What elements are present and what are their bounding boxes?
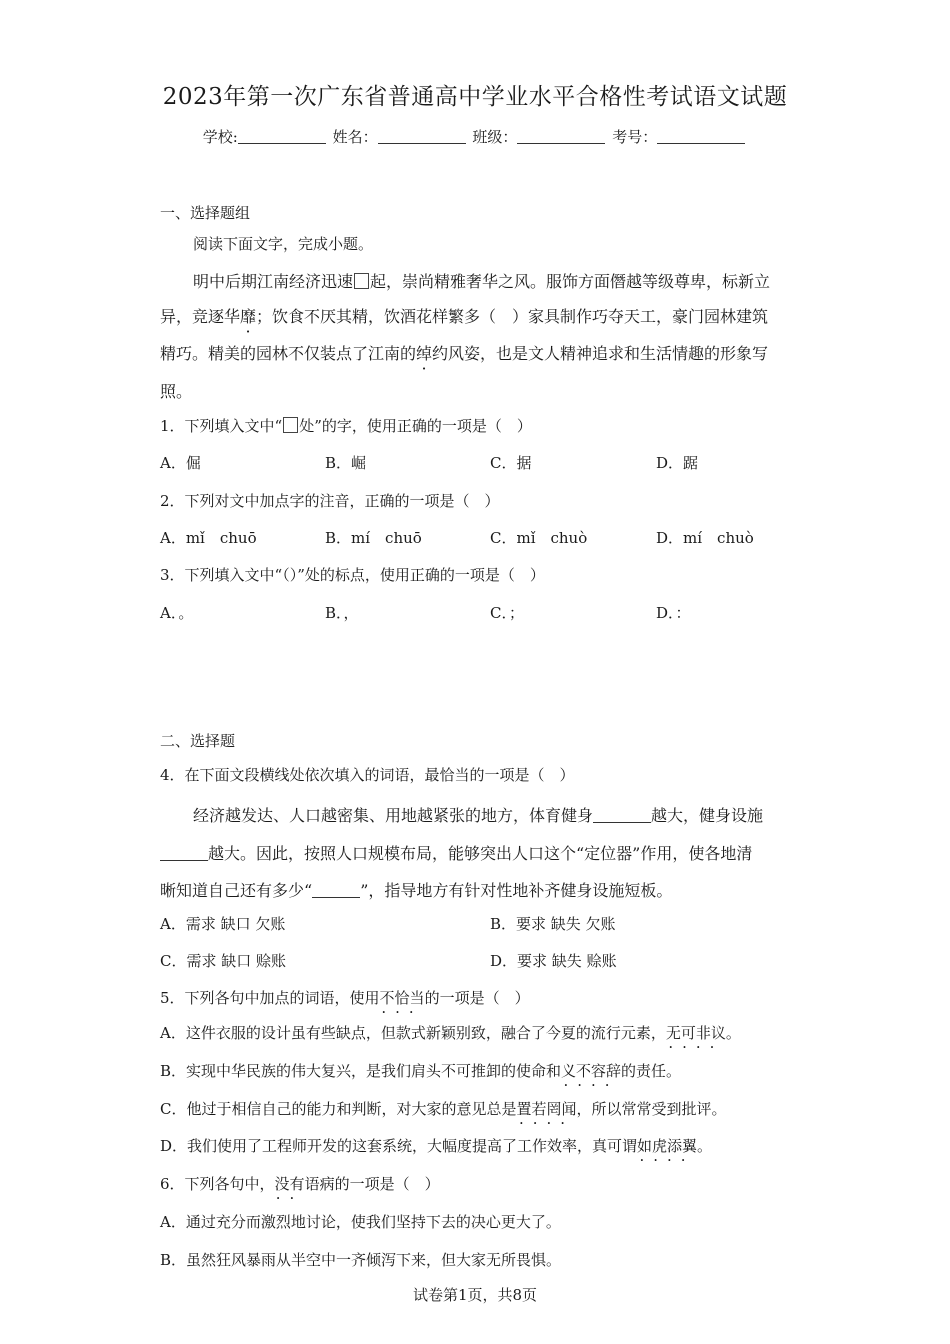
dotted-words: 置若罔闻 ···· [516,1100,577,1132]
passage-text: 经济越发达、人口越密集、用地越紧张的地方，体育健身 [193,806,594,825]
question-1 [160,415,532,436]
passage-line-3 [160,341,768,364]
name-field[interactable] [378,129,466,144]
class-label: 班级： [472,128,518,146]
dotted-text: 如虎添翼 [637,1137,698,1155]
q6-option-a[interactable]: A．通过充分而激烈地讨论，使我们坚持下去的决心更大了。 [160,1213,561,1231]
dotted-words: 如虎添翼 ···· [637,1137,698,1169]
question-5 [160,987,530,1021]
passage-text: 晰知道自己还有多少“ [160,881,313,900]
school-label: 学校: [202,128,238,146]
q5-option-b[interactable] [160,1060,682,1094]
q3-option-b[interactable]: B．， [325,604,359,622]
option-text: 。 [697,1137,713,1155]
q1-option-c[interactable]: C．据 [490,454,532,472]
passage-text: 精巧。精美的园林不仅装点了江南的 [160,344,417,363]
dotted-words: 不恰当 ··· [379,989,425,1021]
q2-option-d[interactable]: D．mí chuò [656,529,754,547]
passage-text: 明中后期江南经济迅速 [193,272,354,291]
blank-line [593,808,651,823]
option-text: D．我们使用了工程师开发的这套系统，大幅度提高了工作效率，真可谓 [160,1137,638,1155]
q5-option-c[interactable] [160,1098,727,1132]
dotted-char: 绰 [416,344,433,363]
class-field[interactable] [517,129,605,144]
question-text: 语病的一项是（ ） [304,1175,440,1193]
section1-heading: 一、选择题组 [160,204,251,222]
number-field[interactable] [657,129,745,144]
q4-passage-line-2 [160,841,752,864]
q1-option-a[interactable]: A．倔 [160,454,201,472]
dotted-text: 不恰当 [379,989,425,1007]
name-label: 姓名： [332,128,378,146]
question-2: 2．下列对文中加点字的注音，正确的一项是（ ） [160,492,500,510]
q2-option-c[interactable]: C．mǐ chuò [490,529,588,547]
passage-line-1 [193,269,770,292]
q1-option-d[interactable]: D．踞 [656,454,699,472]
exam-title: 2023年第一次广东省普通高中学业水平合格性考试语文试题 [162,84,788,110]
question-text: 5．下列各句中加点的词语，使用 [160,989,380,1007]
student-info-row [0,126,950,147]
dotted-words: 没有 ·· [274,1175,305,1207]
q4-option-b[interactable]: B．要求 缺失 欠账 [490,915,616,933]
section1-intro: 阅读下面文字，完成小题。 [193,235,374,253]
q4-option-c[interactable]: C．需求 缺口 赊账 [160,952,287,970]
q3-option-d[interactable]: D．： [656,604,691,622]
blank-line [160,846,208,861]
q6-option-b[interactable]: B．虽然狂风暴雨从半空中一齐倾泻下来，但大家无所畏惧。 [160,1251,562,1269]
question-3: 3．下列填入文中“（）”处的标点，使用正确的一项是（ ） [160,566,545,584]
option-text: ，所以常常受到批评。 [576,1100,727,1118]
q4-passage-line-1 [193,803,763,826]
dotted-text: 无可非议 [665,1024,726,1042]
q4-option-a[interactable]: A．需求 缺口 欠账 [160,915,286,933]
q1-option-b[interactable]: B．崛 [325,454,367,472]
page-footer: 试卷第1页，共8页 [412,1286,538,1304]
passage-text: 越大。因此，按照人口规模布局，能够突出人口这个“定位器”作用，使各地清 [208,844,753,863]
section2-heading: 二、选择题 [160,732,236,750]
question-text: 的一项是（ ） [424,989,530,1007]
dotted-text: 置若罔闻 [516,1100,577,1118]
passage-line-4: 照。 [160,382,193,401]
passage-text: 约风姿，也是文人精神追求和生活情趣的形象写 [432,344,769,363]
q4-passage-line-3 [160,878,672,901]
dotted-text: 没有 [274,1175,305,1193]
passage-line-2 [160,304,768,327]
question-text: 1．下列填入文中“ [160,417,283,435]
dotted-words: 无可非议 ···· [665,1024,726,1056]
passage-text: 异，竞逐华 [160,307,241,326]
question-6 [160,1173,440,1207]
q3-option-c[interactable]: C．； [490,604,524,622]
option-text: C．他过于相信自己的能力和判断，对大家的意见总是 [160,1100,517,1118]
question-text: 6．下列各句中， [160,1175,275,1193]
passage-text: 越大，健身设施 [651,806,764,825]
option-text: 的责任。 [621,1062,682,1080]
q3-option-a[interactable]: A．。 [160,604,194,622]
dotted-words: 义不容辞 ···· [561,1062,622,1094]
option-text: 。 [725,1024,741,1042]
school-field[interactable] [238,129,326,144]
question-4: 4．在下面文段横线处依次填入的词语，最恰当的一项是（ ） [160,766,575,784]
passage-text: ；饮食不厌其精，饮酒花样繁多（ ）家具制作巧夺天工，豪门园林建筑 [256,307,769,326]
dotted-text: 义不容辞 [561,1062,622,1080]
blank-line [312,883,360,898]
number-label: 考号： [612,128,658,146]
option-text: B．实现中华民族的伟大复兴，是我们肩头不可推卸的使命和 [160,1062,562,1080]
q2-option-a[interactable]: A．mǐ chuō [160,529,257,547]
blank-box [354,273,369,289]
blank-box [283,417,298,433]
passage-text: ”，指导地方有针对性地补齐健身设施短板。 [360,881,673,900]
dotted-char: 靡 [240,307,257,326]
question-text: 处”的字，使用正确的一项是（ ） [299,417,532,435]
q2-option-b[interactable]: B．mí chuō [325,529,422,547]
q5-option-a[interactable] [160,1022,741,1056]
q5-option-d[interactable] [160,1135,713,1169]
passage-text: 起，崇尚精雅奢华之风。服饰方面僭越等级尊卑，标新立 [370,272,771,291]
q4-option-d[interactable]: D．要求 缺失 赊账 [490,952,617,970]
option-text: A．这件衣服的设计虽有些缺点，但款式新颖别致，融合了今夏的流行元素， [160,1024,666,1042]
